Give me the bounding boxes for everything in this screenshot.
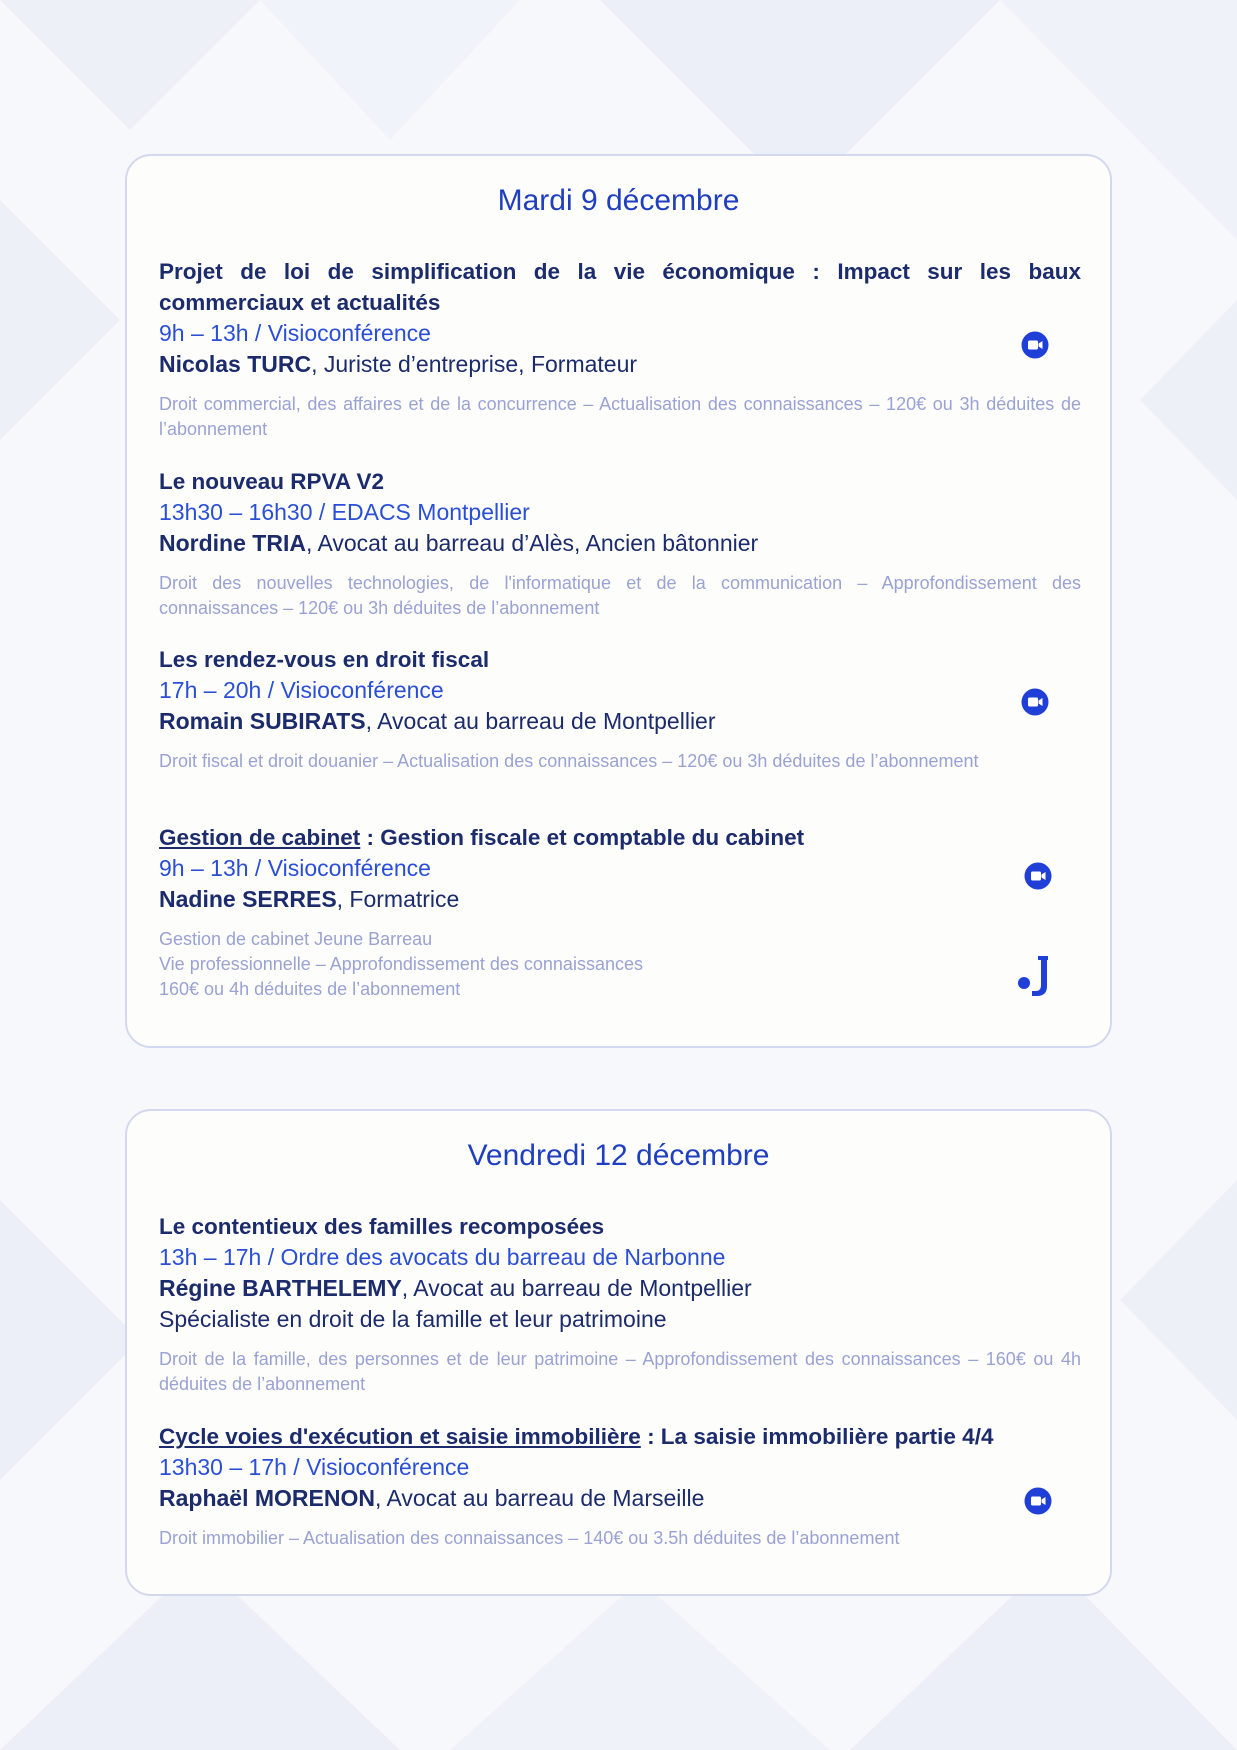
session-title-rest: : Gestion fiscale et comptable du cabinet — [360, 825, 805, 850]
speaker-role: , Avocat au barreau de Montpellier — [401, 1275, 752, 1301]
session-speaker — [159, 1273, 1081, 1304]
session-title: Le contentieux des familles recomposées — [159, 1214, 605, 1239]
session-meta: Droit de la famille, des personnes et de leur patrimoine – Approfondissement des connaissances – 160€ ou 4h déduites de l’abonnement — [159, 1349, 1081, 1394]
session-speaker — [159, 1483, 1081, 1514]
session-title — [159, 1421, 1081, 1452]
speaker-role: , Avocat au barreau de Montpellier — [365, 708, 716, 734]
speaker-role: , Juriste d’entreprise, Formateur — [311, 351, 638, 377]
session-meta-line: 160€ ou 4h déduites de l’abonnement — [159, 979, 461, 999]
session-1 — [159, 1211, 1081, 1397]
speaker-name: Nordine TRIA — [159, 530, 306, 556]
session-time-place: 17h – 20h / Visioconférence — [159, 677, 444, 703]
session-1 — [159, 256, 1081, 442]
session-4 — [159, 822, 1081, 1002]
speaker-name: Nicolas TURC — [159, 351, 312, 377]
session-meta: Droit des nouvelles technologies, de l'informatique et de la communication – Approfondissement des connaissances – 120€ ou 3h déduites de l’abonnement — [159, 573, 1081, 618]
video-camera-icon[interactable] — [1024, 862, 1052, 890]
session-title-prefix[interactable]: Cycle voies d'exécution et saisie immobilière — [159, 1424, 641, 1449]
speaker-name: Nadine SERRES — [159, 886, 337, 912]
video-camera-icon[interactable] — [1021, 688, 1049, 716]
session-3 — [159, 644, 1081, 774]
day-title: Vendredi 12 décembre — [467, 1139, 770, 1172]
day-card-vendredi — [125, 1109, 1112, 1596]
session-2 — [159, 466, 1081, 621]
session-meta: Droit fiscal et droit douanier – Actualisation des connaissances – 120€ ou 3h déduites de l’abonnement — [159, 751, 979, 771]
session-title: Le nouveau RPVA V2 — [159, 469, 385, 494]
session-title-rest: : La saisie immobilière partie 4/4 — [640, 1424, 994, 1449]
session-meta: Droit commercial, des affaires et de la concurrence – Actualisation des connaissances – 120€ ou 3h déduites de l’abonnement — [159, 394, 1081, 439]
day-card-mardi — [125, 154, 1112, 1048]
session-title: Les rendez-vous en droit fiscal — [159, 647, 490, 672]
session-time-place: 13h30 – 16h30 / EDACS Montpellier — [159, 499, 530, 525]
session-time-place: 9h – 13h / Visioconférence — [159, 320, 431, 346]
session-time-place: 13h30 – 17h / Visioconférence — [159, 1454, 470, 1480]
speaker-role: , Avocat au barreau d’Alès, Ancien bâtonnier — [305, 530, 759, 556]
session-speaker — [159, 349, 1081, 380]
session-time-place: 13h – 17h / Ordre des avocats du barreau de Narbonne — [159, 1244, 726, 1270]
speaker-role: , Formatrice — [336, 886, 460, 912]
session-time-place: 9h – 13h / Visioconférence — [159, 855, 431, 881]
session-title: Projet de loi de simplification de la vie économique : Impact sur les baux commerciaux et actualités — [159, 259, 1081, 315]
speaker-name: Romain SUBIRATS — [159, 708, 366, 734]
session-2 — [159, 1421, 1081, 1551]
speaker-name: Régine BARTHELEMY — [159, 1275, 402, 1301]
jeune-barreau-logo-icon — [1015, 952, 1059, 1000]
session-title — [159, 822, 1081, 853]
session-meta: Droit immobilier – Actualisation des connaissances – 140€ ou 3.5h déduites de l’abonnement — [159, 1528, 900, 1548]
session-meta-line: Vie professionnelle – Approfondissement des connaissances — [159, 954, 643, 974]
session-title-prefix[interactable]: Gestion de cabinet — [159, 825, 361, 850]
video-camera-icon[interactable] — [1021, 331, 1049, 359]
session-speaker — [159, 528, 1081, 559]
video-camera-icon[interactable] — [1024, 1487, 1052, 1515]
session-speaker — [159, 884, 1081, 915]
day-title: Mardi 9 décembre — [497, 184, 740, 217]
speaker-specialty: Spécialiste en droit de la famille et leur patrimoine — [159, 1306, 667, 1332]
session-speaker — [159, 706, 1081, 737]
speaker-name: Raphaël MORENON — [159, 1485, 375, 1511]
session-meta-line: Gestion de cabinet Jeune Barreau — [159, 929, 433, 949]
speaker-role: , Avocat au barreau de Marseille — [374, 1485, 705, 1511]
session-meta — [159, 927, 1081, 1002]
